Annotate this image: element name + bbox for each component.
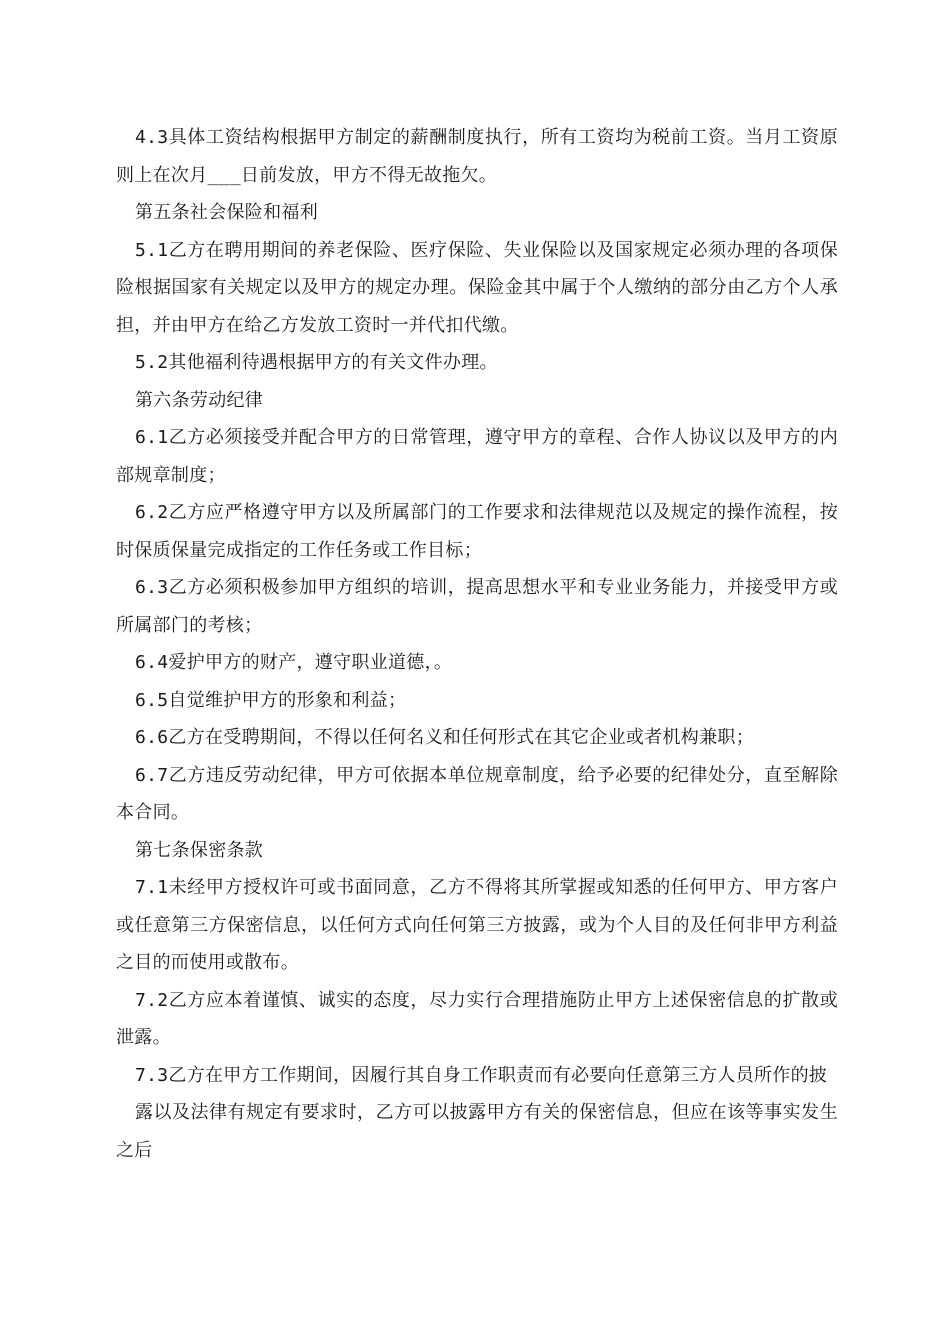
clause-6-5: 6.5自觉维护甲方的形象和利益； bbox=[135, 689, 407, 711]
clause-7-3: 7.3乙方在甲方工作期间，因履行其自身工作职责而有必要向任意第三方人员所作的披 bbox=[135, 1064, 828, 1086]
clause-5-1: 5.1乙方在聘用期间的养老保险、医疗保险、失业保险以及国家规定必须办理的各项保险根据国家有关规定以及甲方的规定办理。保险金其中属于个人缴纳的部分由乙方个人承担，并由甲方在给乙方发放工资时一并代扣代缴。 bbox=[116, 239, 838, 336]
article-5-heading: 第五条社会保险和福利 bbox=[135, 202, 318, 223]
clause-6-4: 6.4爱护甲方的财产，遵守职业道德，。 bbox=[135, 652, 453, 673]
document-body bbox=[116, 119, 838, 1169]
article-7-heading: 第七条保密条款 bbox=[135, 839, 264, 861]
clause-6-1: 6.1乙方必须接受并配合甲方的日常管理，遵守甲方的章程、合作人协议以及甲方的内部规章制度； bbox=[116, 427, 838, 486]
clause-7-1: 7.1未经甲方授权许可或书面同意，乙方不得将其所掌握或知悉的任何甲方、甲方客户或任意第三方保密信息，以任何方式向任何第三方披露，或为个人目的及任何非甲方利益之目的而使用或散布。 bbox=[116, 877, 838, 973]
clause-5-2: 5.2其他福利待遇根据甲方的有关文件办理。 bbox=[135, 352, 498, 373]
clause-6-6: 6.6乙方在受聘期间，不得以任何名义和任何形式在其它企业或者机构兼职； bbox=[135, 727, 755, 748]
clause-7-3-continued: 露以及法律有规定有要求时，乙方可以披露甲方有关的保密信息，但应在该等事实发生之后 bbox=[116, 1102, 838, 1161]
clause-4-3: 4.3具体工资结构根据甲方制定的薪酬制度执行，所有工资均为税前工资。当月工资原则上在次月___日前发放，甲方不得无故拖欠。 bbox=[116, 127, 838, 186]
clause-6-2: 6.2乙方应严格遵守甲方以及所属部门的工作要求和法律规范以及规定的操作流程，按时保质保量完成指定的工作任务或工作目标； bbox=[116, 502, 838, 561]
clause-6-7: 6.7乙方违反劳动纪律，甲方可依据本单位规章制度，给予必要的纪律处分，直至解除本合同。 bbox=[116, 764, 838, 823]
article-6-heading: 第六条劳动纪律 bbox=[135, 389, 264, 411]
clause-6-3: 6.3乙方必须积极参加甲方组织的培训，提高思想水平和专业业务能力，并接受甲方或所属部门的考核； bbox=[116, 577, 838, 636]
clause-7-2: 7.2乙方应本着谨慎、诚实的态度，尽力实行合理措施防止甲方上述保密信息的扩散或泄露。 bbox=[116, 989, 838, 1048]
